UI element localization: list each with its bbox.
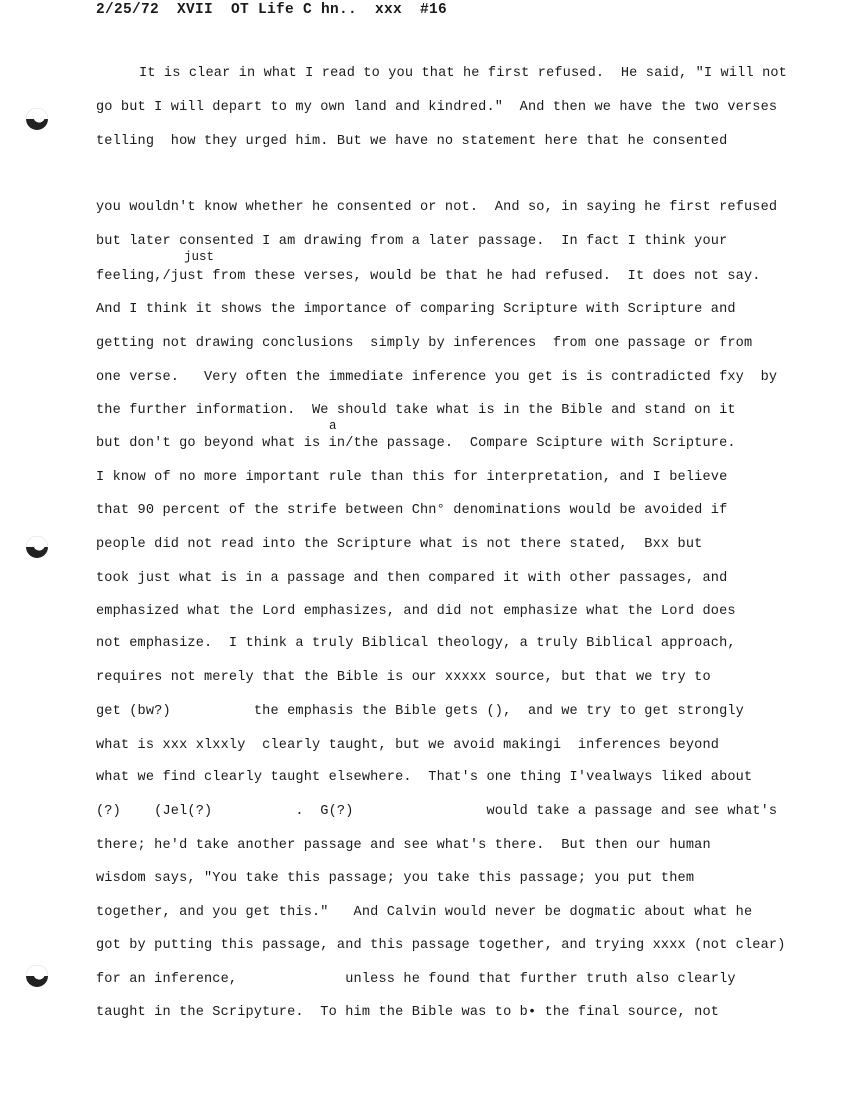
text-line: (?) (Jel(?) . G(?) would take a passage and see what's [96, 804, 778, 819]
insertion-just: just [184, 250, 215, 264]
text-line: there; he'd take another passage and see what's there. But then our human [96, 838, 711, 853]
punch-hole-middle [26, 536, 48, 558]
text-line: get (bw?) the emphasis the Bible gets (), and we try to get strongly [96, 704, 744, 719]
text-line: one verse. Very often the immediate inference you get is is contradicted fxy by [96, 370, 778, 385]
text-line: not emphasize. I think a truly Biblical theology, a truly Biblical approach, [96, 636, 736, 651]
text-line: got by putting this passage, and this passage together, and trying xxxx (not clear) [96, 938, 786, 953]
insertion-a: a [329, 419, 337, 433]
text-line: feeling,/just from these verses, would be that he had refused. It does not say. [96, 269, 761, 284]
punch-hole-bottom [26, 965, 48, 987]
text-line: what we find clearly taught elsewhere. That's one thing I'vealways liked about [96, 770, 753, 785]
text-line: I know of no more important rule than this for interpretation, and I believe [96, 470, 728, 485]
text-line: telling how they urged him. But we have no statement here that he consented [96, 134, 728, 149]
text-line: go but I will depart to my own land and kindred." And then we have the two verses [96, 100, 778, 115]
text-line: took just what is in a passage and then compared it with other passages, and [96, 571, 728, 586]
text-line: for an inference, unless he found that further truth also clearly [96, 972, 736, 987]
text-line: And I think it shows the importance of comparing Scripture with Scripture and [96, 302, 736, 317]
text-line: but later consented I am drawing from a later passage. In fact I think your [96, 234, 728, 249]
text-line: requires not merely that the Bible is our xxxxx source, but that we try to [96, 670, 711, 685]
text-line: what is xxx xlxxly clearly taught, but we avoid makingi inferences beyond [96, 738, 720, 753]
page-header: 2/25/72 XVII OT Life C hn.. xxx #16 [96, 2, 448, 18]
text-line: emphasized what the Lord emphasizes, and did not emphasize what the Lord does [96, 604, 736, 619]
text-line: together, and you get this." And Calvin would never be dogmatic about what he [96, 905, 753, 920]
text-line: taught in the Scripyture. To him the Bible was to b• the final source, not [96, 1005, 720, 1020]
text-line: people did not read into the Scripture what is not there stated, Bxx but [96, 537, 703, 552]
text-line: the further information. We should take what is in the Bible and stand on it [96, 403, 736, 418]
text-line: you wouldn't know whether he consented or not. And so, in saying he first refused [96, 200, 778, 215]
punch-hole-top [26, 108, 48, 130]
text-line: It is clear in what I read to you that he first refused. He said, "I will not [139, 66, 787, 81]
text-line: wisdom says, "You take this passage; you take this passage; you put them [96, 871, 695, 886]
text-line: that 90 percent of the strife between Chn° denominations would be avoided if [96, 503, 728, 518]
text-line: getting not drawing conclusions simply by inferences from one passage or from [96, 336, 753, 351]
text-line: but don't go beyond what is in/the passage. Compare Scipture with Scripture. [96, 436, 736, 451]
